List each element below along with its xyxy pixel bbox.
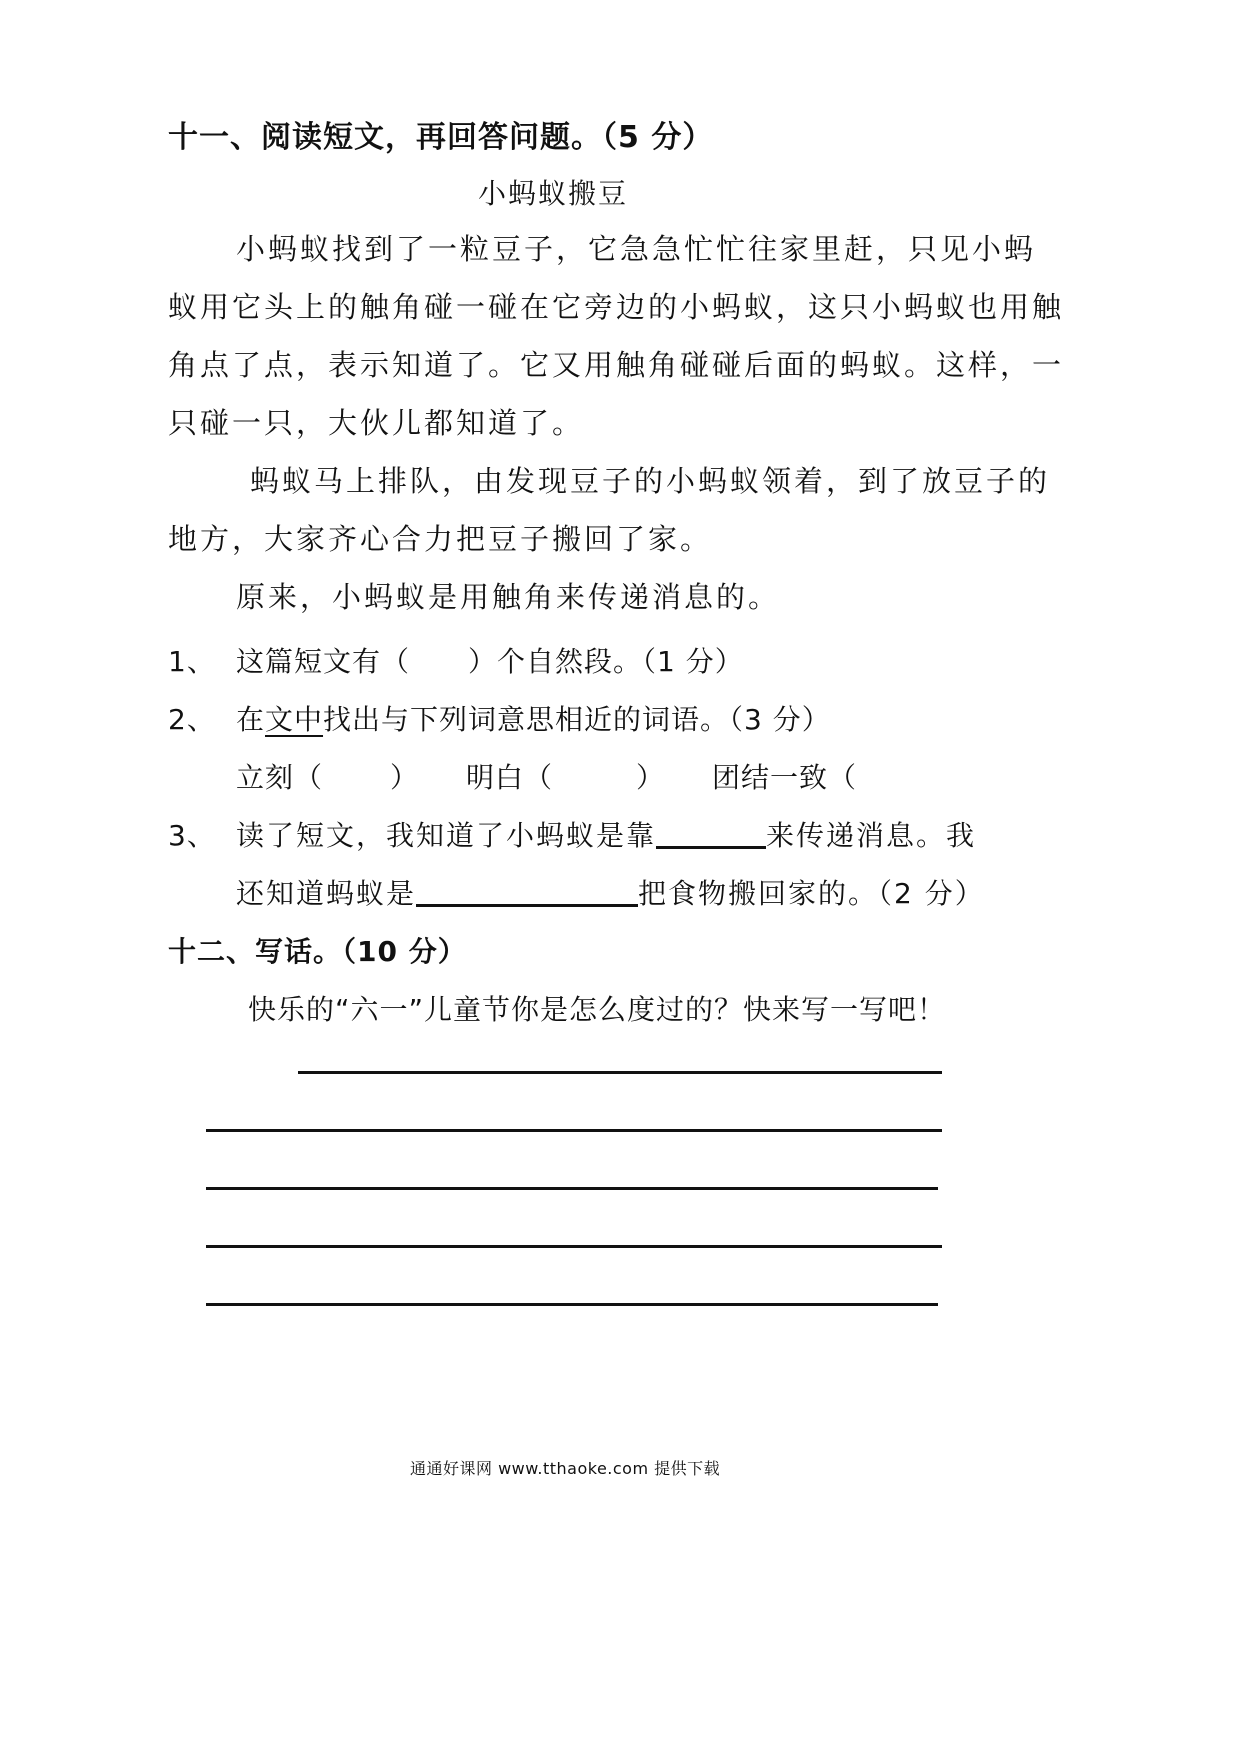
writing-line-5[interactable] — [206, 1303, 938, 1306]
paragraph-2-line-2: 地方，大家齐心合力把豆子搬回了家。 — [168, 522, 713, 556]
question-2-underlined-text: 文中 — [265, 703, 324, 736]
question-2-word-1: 立刻（ — [236, 761, 324, 794]
question-3-text-before: 读了短文，我知道了小蚂蚁是靠 — [236, 819, 657, 852]
paragraph-1-line-2: 蚁用它头上的触角碰一碰在它旁边的小蚂蚁，这只小蚂蚁也用触 — [168, 290, 1065, 324]
question-3-text-after: 来传递消息。我 — [766, 819, 977, 852]
question-1-text-before: 这篇短文有（ — [236, 645, 411, 678]
question-2-text-b: 找出与下列词意思相近的词语。（3 分） — [323, 703, 831, 736]
writing-line-3[interactable] — [206, 1187, 938, 1190]
section-11-heading: 十一、阅读短文，再回答问题。（5 分） — [168, 120, 714, 155]
question-2-word-2: 明白（ — [466, 761, 554, 794]
question-3-line-2 — [236, 872, 985, 912]
question-2-number: 2、 — [168, 703, 216, 736]
question-3-number: 3、 — [168, 819, 216, 852]
question-3-line-2-before: 还知道蚂蚁是 — [236, 877, 417, 910]
paragraph-1-line-4: 只碰一只，大伙儿都知道了。 — [168, 406, 585, 440]
writing-prompt: 快乐的“六一”儿童节你是怎么度过的？快来写一写吧！ — [248, 993, 947, 1026]
writing-line-4[interactable] — [206, 1245, 942, 1248]
footer-text: 通通好课网 www.tthaoke.com 提供下载 — [410, 1459, 721, 1478]
section-12-heading: 十二、写话。（10 分） — [168, 935, 467, 968]
question-2-word-3: 团结一致（ — [712, 761, 858, 794]
writing-line-1[interactable] — [298, 1071, 942, 1074]
question-2-word-1-close: ） — [390, 761, 420, 794]
question-3-line-1 — [236, 814, 976, 854]
question-2-word-2-close: ） — [636, 761, 666, 794]
story-title: 小蚂蚁搬豆 — [478, 177, 629, 210]
question-3-line-2-after: 把食物搬回家的。（2 分） — [638, 877, 985, 910]
question-1-text-after: ）个自然段。（1 分） — [468, 645, 744, 678]
question-2 — [236, 698, 831, 738]
paragraph-2-line-1: 蚂蚁马上排队，由发现豆子的小蚂蚁领着，到了放豆子的 — [250, 464, 1051, 498]
paragraph-3-line-1: 原来，小蚂蚁是用触角来传递消息的。 — [236, 580, 781, 614]
question-2-text-a: 在 — [236, 703, 266, 736]
question-1-number: 1、 — [168, 645, 216, 678]
paragraph-1-line-3: 角点了点，表示知道了。它又用触角碰碰后面的蚂蚁。这样，一 — [168, 348, 1065, 382]
question-3-blank-1[interactable] — [656, 816, 766, 849]
question-1 — [236, 640, 744, 680]
writing-line-2[interactable] — [206, 1129, 942, 1132]
paragraph-1-line-1: 小蚂蚁找到了一粒豆子，它急急忙忙往家里赶，只见小蚂 — [236, 232, 1037, 266]
question-3-blank-2[interactable] — [416, 874, 638, 907]
